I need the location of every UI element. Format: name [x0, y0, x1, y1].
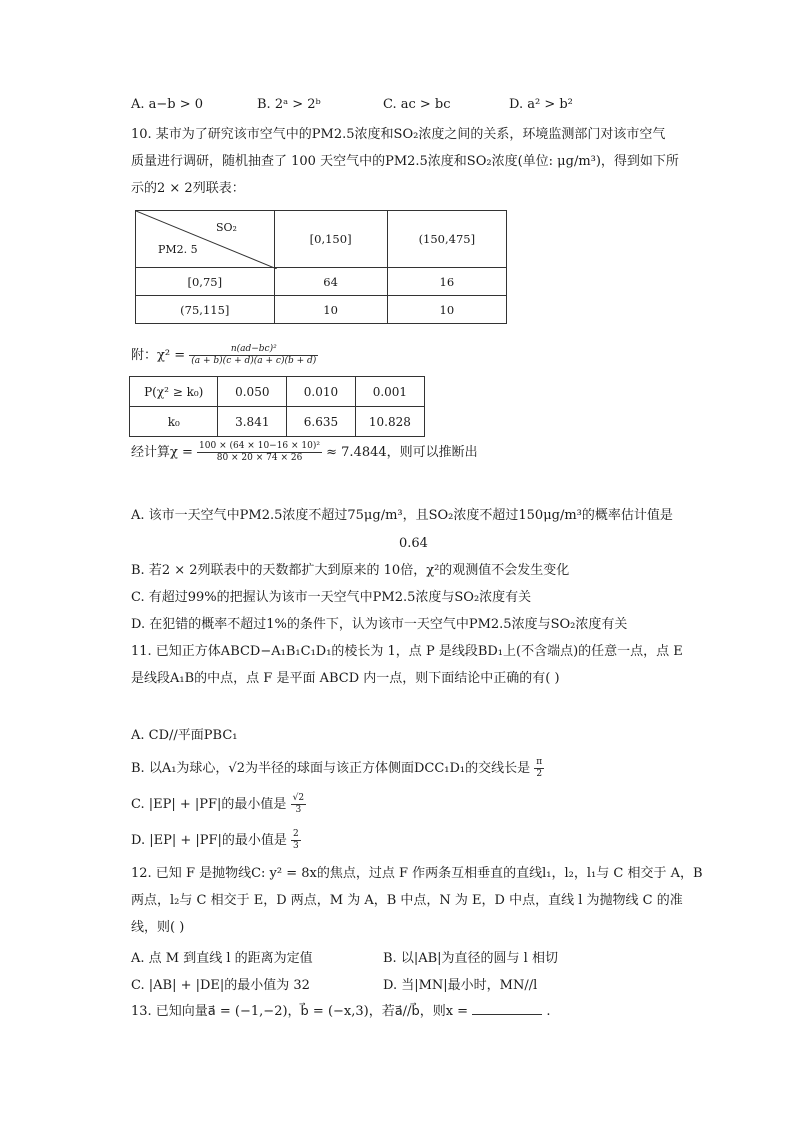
q11-stem-line1: 11. 已知正方体ABCD−A₁B₁C₁D₁的棱长为 1，点 P 是线段BD₁上(不含端点)的任意一点，点 E [131, 644, 683, 659]
fraction-denominator: 3 [295, 805, 302, 815]
table-header-diagonal-cell [136, 211, 275, 268]
q13-text: 13. 已知向量a⃗ = (−1,−2)，b⃗ = (−x,3)，若a⃗//b⃗，则x = [131, 1004, 469, 1019]
q9-option-a: A. a−b > 0 [131, 97, 204, 112]
calc-fraction [197, 441, 322, 464]
q10-option-a-continued: 0.64 [399, 536, 428, 551]
table-row [130, 377, 425, 407]
q9-option-c: C. ac > bc [383, 97, 451, 112]
q12-stem-line3: 线，则( ) [131, 920, 185, 935]
fraction-denominator: 3 [293, 841, 299, 851]
chi-square-formula [131, 343, 318, 369]
calc-denominator: 80 × 20 × 74 × 26 [216, 453, 303, 463]
q12-option-b: B. 以|AB|为直径的圆与 l 相切 [383, 951, 558, 966]
q10-option-c: C. 有超过99%的把握认为该市一天空气中PM2.5浓度与SO₂浓度有关 [131, 590, 532, 605]
column-header-2: (150,475] [387, 211, 506, 268]
table-cell: 10 [387, 296, 506, 324]
q11-option-b-fraction [534, 757, 544, 780]
table-cell: 3.841 [218, 407, 287, 437]
q11-option-c-fraction [291, 793, 306, 816]
contingency-table [135, 210, 507, 324]
q11-option-a: A. CD//平面PBC₁ [131, 728, 238, 743]
q12-option-c: C. |AB| + |DE|的最小值为 32 [131, 978, 310, 993]
column-header-1: [0,150] [274, 211, 387, 268]
q12-stem-line2: 两点，l₂与 C 相交于 E，D 两点，M 为 A，B 中点，N 为 E，D 中点，直线 l 为抛物线 C 的准 [131, 893, 683, 908]
diagonal-divider [136, 211, 277, 269]
row-label: P(χ² ≥ k₀) [130, 377, 218, 407]
fraction-numerator: √2 [292, 793, 305, 803]
q12-stem-line1: 12. 已知 F 是抛物线C: y² = 8x的焦点，过点 F 作两条互相垂直的直线l₁，l₂，l₁与 C 相交于 A，B [131, 866, 703, 881]
q10-stem-line1: 10. 某市为了研究该市空气中的PM2.5浓度和SO₂浓度之间的关系，环境监测部门对该市空气 [131, 127, 666, 142]
table-cell: 16 [387, 268, 506, 296]
table-cell: 10.828 [355, 407, 424, 437]
q12-option-a: A. 点 M 到直线 l 的距离为定值 [131, 951, 313, 966]
critical-value-table [129, 376, 425, 437]
answer-blank[interactable] [472, 1002, 542, 1015]
q11-option-c [131, 793, 306, 817]
row-label: k₀ [130, 407, 218, 437]
calculation-line [131, 440, 478, 466]
appendix-prefix: 附：χ² = [131, 348, 186, 363]
q9-option-b: B. 2ᵃ > 2ᵇ [257, 97, 321, 112]
q10-stem-line2: 质量进行调研，随机抽查了 100 天空气中的PM2.5浓度和SO₂浓度(单位: μg/m³)，得到如下所 [131, 154, 679, 169]
q11-option-d-fraction [291, 829, 301, 852]
q10-option-b: B. 若2 × 2列联表中的天数都扩大到原来的 10倍，χ²的观测值不会发生变化 [131, 563, 570, 578]
q10-option-a: A. 该市一天空气中PM2.5浓度不超过75μg/m³，且SO₂浓度不超过150μg/m³的概率估计值是 [131, 508, 673, 523]
q10-stem-line3: 示的2 × 2列联表： [131, 181, 245, 196]
q11-stem-line2: 是线段A₁B的中点，点 F 是平面 ABCD 内一点，则下面结论中正确的有( ) [131, 671, 560, 686]
calc-numerator: 100 × (64 × 10−16 × 10)² [199, 441, 320, 451]
formula-fraction [189, 344, 318, 367]
q11-option-d-text: D. |EP| + |PF|的最小值是 [131, 833, 287, 848]
table-row [130, 407, 425, 437]
fraction-numerator: π [536, 757, 543, 767]
q11-option-c-text: C. |EP| + |PF|的最小值是 [131, 797, 287, 812]
q11-option-d [131, 829, 301, 853]
table-row [136, 296, 507, 324]
fraction-denominator: 2 [536, 769, 543, 779]
table-row [136, 268, 507, 296]
header-so2: SO₂ [216, 221, 237, 234]
formula-denominator: (a + b)(c + d)(a + c)(b + d) [191, 356, 317, 366]
formula-numerator: n(ad−bc)² [189, 344, 318, 356]
table-cell: 10 [274, 296, 387, 324]
fraction-numerator: 2 [293, 829, 299, 839]
calc-suffix: ≈ 7.4844，则可以推断出 [326, 445, 478, 460]
table-cell: 0.010 [287, 377, 356, 407]
table-cell: 0.050 [218, 377, 287, 407]
q13-stem [131, 1002, 550, 1021]
q11-option-b [131, 757, 544, 781]
q13-end: . [546, 1004, 551, 1019]
table-cell: 0.001 [355, 377, 424, 407]
calc-prefix: 经计算χ = [131, 445, 193, 460]
q10-option-d: D. 在犯错的概率不超过1%的条件下，认为该市一天空气中PM2.5浓度与SO₂浓度有关 [131, 617, 628, 632]
table-cell: 6.635 [287, 407, 356, 437]
q12-option-d: D. 当|MN|最小时，MN//l [383, 978, 538, 993]
header-pm25: PM2. 5 [158, 243, 198, 256]
q9-option-d: D. a² > b² [509, 97, 573, 112]
table-cell: 64 [274, 268, 387, 296]
row-label: (75,115] [136, 296, 275, 324]
row-label: [0,75] [136, 268, 275, 296]
q11-option-b-text: B. 以A₁为球心，√2为半径的球面与该正方体侧面DCC₁D₁的交线长是 [131, 761, 531, 776]
